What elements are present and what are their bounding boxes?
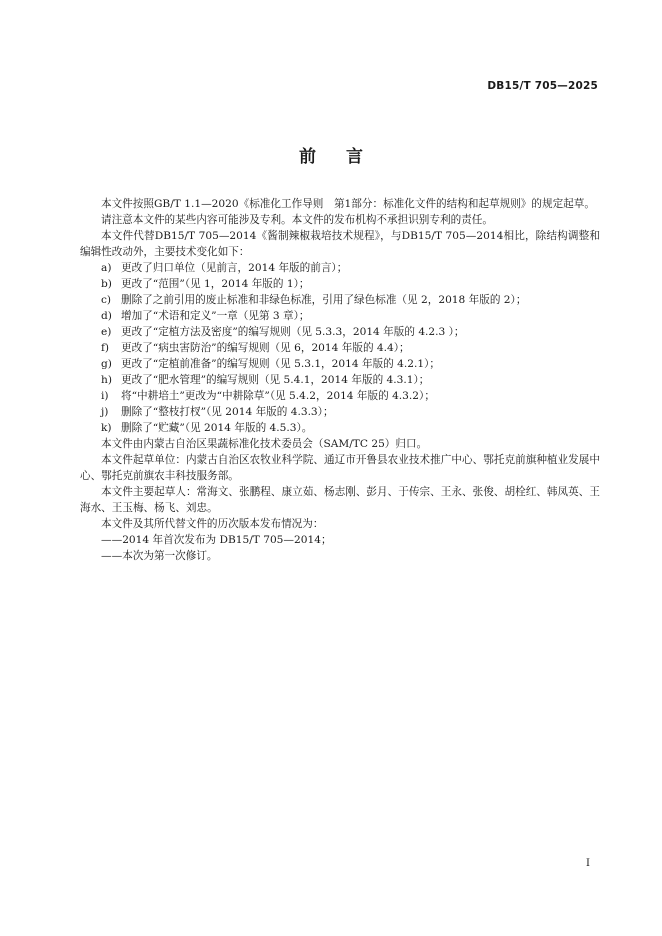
change-item-label: b) [101, 278, 112, 290]
change-item-label: f) [101, 342, 110, 354]
history-item: ——本次为第一次修订。 [101, 550, 218, 562]
change-item-label: j) [101, 406, 109, 418]
change-item [80, 308, 600, 324]
change-item [80, 420, 600, 436]
paragraph-responsible-committee: 本文件由内蒙古自治区果蔬标准化技术委员会（SAM/TC 25）归口。 [101, 438, 428, 450]
change-item-text: 更改了“定植前准备”的编写规则（见 5.3.1，2014 年版的 4.2.1）； [121, 358, 440, 370]
page-number: I [586, 858, 590, 869]
change-item [80, 340, 600, 356]
change-item-text: 删除了“贮藏”（见 2014 年版的 4.5.3）。 [121, 422, 313, 434]
paragraph-patent-notice: 请注意本文件的某些内容可能涉及专利。本文件的发布机构不承担识别专利的责任。 [101, 214, 493, 226]
changes-list [80, 260, 600, 436]
page-title: 前言 [299, 147, 393, 167]
change-item-label: g) [101, 358, 112, 370]
change-item-text: 将“中耕培土”更改为“中耕除草”（见 5.4.2，2014 年版的 4.3.2）； [121, 390, 435, 402]
paragraph-drafting-units: 本文件起草单位：内蒙古自治区农牧业科学院、通辽市开鲁县农业技术推广中心、鄂托克前旗种植业发展中心、鄂托克前旗农丰科技服务部。 [80, 454, 600, 482]
paragraph-history-intro: 本文件及其所代替文件的历次版本发布情况为： [101, 518, 324, 530]
history-item: ——2014 年首次发布为 DB15/T 705—2014； [101, 534, 332, 546]
change-item-text: 更改了“定植方法及密度”的编写规则（见 5.3.3，2014 年版的 4.2.3 ）； [121, 326, 465, 338]
change-item-text: 更改了“肥水管理”的编写规则（见 5.4.1，2014 年版的 4.3.1）； [121, 374, 430, 386]
change-item-text: 删除了之前引用的废止标准和非绿色标准，引用了绿色标准（见 2，2018 年版的 2）； [121, 294, 527, 306]
change-item-text: 更改了归口单位（见前言，2014 年版的前言）； [121, 262, 348, 274]
change-item [80, 388, 600, 404]
change-item-text: 更改了“病虫害防治”的编写规则（见 6，2014 年版的 4.4）； [121, 342, 410, 354]
change-item-text: 更改了“范围”（见 1，2014 年版的 1）； [121, 278, 310, 290]
change-item [80, 404, 600, 420]
document-code: DB15/T 705—2025 [487, 80, 598, 92]
change-item-text: 增加了“术语和定义”一章（见第 3 章）； [121, 310, 310, 322]
change-item-label: e) [101, 326, 112, 338]
change-item-label: h) [101, 374, 112, 386]
foreword-body [80, 196, 600, 564]
change-item-label: i) [101, 390, 109, 402]
change-item-text: 删除了“整枝打杈”（见 2014 年版的 4.3.3）； [121, 406, 334, 418]
change-item-label: d) [101, 310, 112, 322]
paragraph-replacement: 本文件代替DB15/T 705—2014《酱制辣椒栽培技术规程》，与DB15/T 705—2014相比，除结构调整和编辑性改动外，主要技术变化如下： [80, 230, 600, 258]
change-item [80, 276, 600, 292]
change-item [80, 324, 600, 340]
change-item [80, 292, 600, 308]
change-item [80, 372, 600, 388]
change-item [80, 356, 600, 372]
change-item [80, 260, 600, 276]
change-item-label: c) [101, 294, 112, 306]
change-item-label: a) [101, 262, 112, 274]
paragraph-drafters: 本文件主要起草人：常海文、张鹏程、康立茹、杨志刚、彭月、于传宗、王永、张俊、胡栓红、韩凤英、王海水、王玉梅、杨飞、刘忠。 [80, 486, 600, 514]
change-item-label: k) [101, 422, 112, 434]
paragraph-drafting-basis: 本文件按照GB/T 1.1—2020《标准化工作导则 第1部分：标准化文件的结构和起草规则》的规定起草。 [101, 198, 595, 210]
